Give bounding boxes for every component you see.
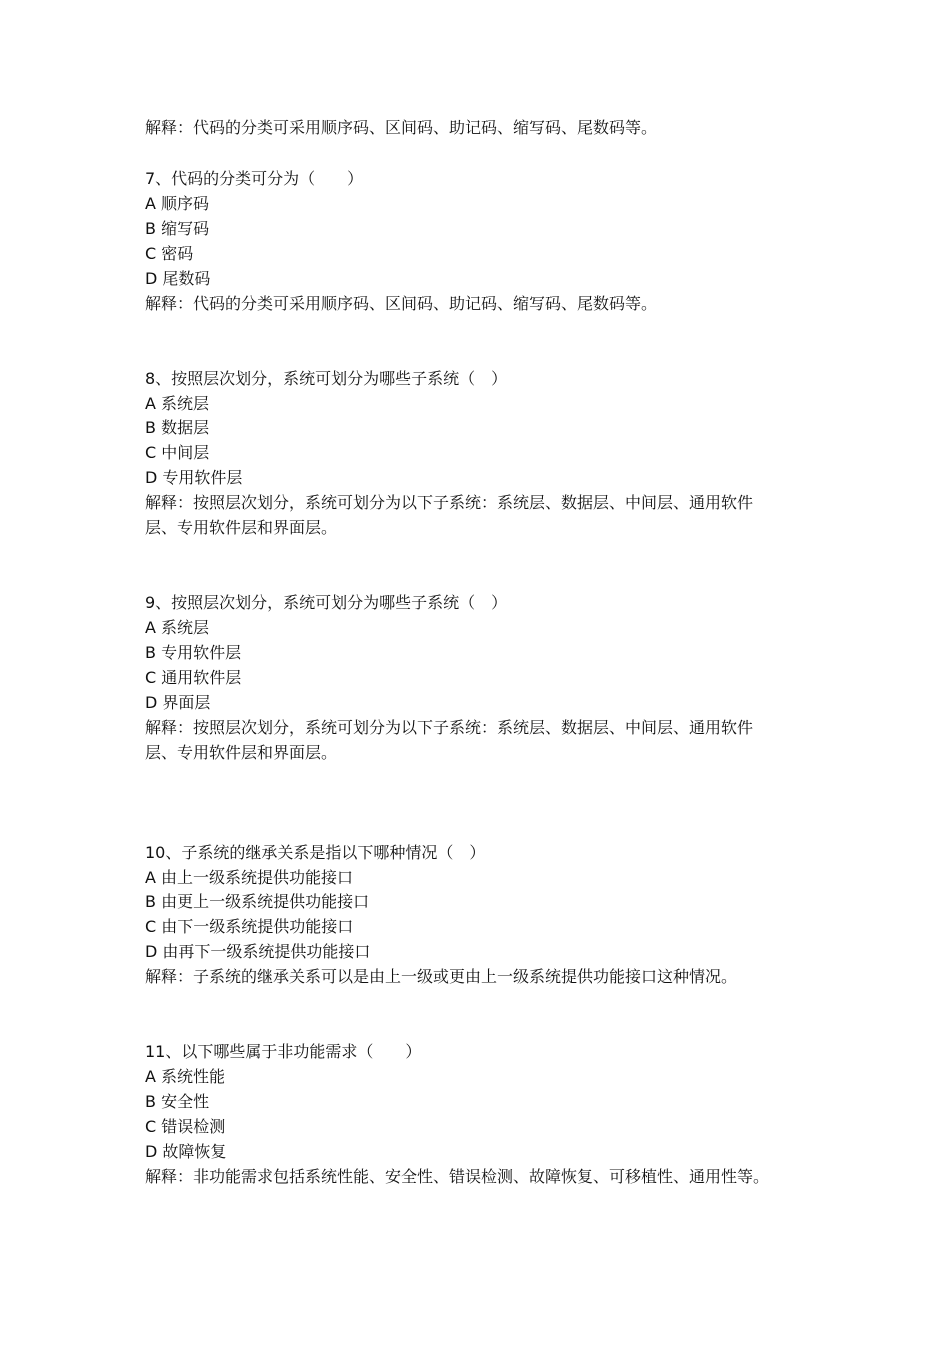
q7-option-d: D 尾数码 <box>145 269 211 288</box>
q9-option-c: C 通用软件层 <box>145 668 242 687</box>
q9-option-a: A 系统层 <box>145 618 210 637</box>
q10-option-d: D 由再下一级系统提供功能接口 <box>145 942 371 961</box>
q8-option-d: D 专用软件层 <box>145 468 243 487</box>
q11-option-d: D 故障恢复 <box>145 1142 227 1161</box>
question-10: 10、子系统的继承关系是指以下哪种情况（ ） <box>145 843 486 862</box>
question-7: 7、代码的分类可分为（ ） <box>145 169 364 188</box>
question-8: 8、按照层次划分，系统可划分为哪些子系统（ ） <box>145 369 508 388</box>
explanation-9-cont: 层、专用软件层和界面层。 <box>145 743 338 762</box>
explanation-8: 解释：按照层次划分，系统可划分为以下子系统：系统层、数据层、中间层、通用软件 <box>145 493 754 512</box>
explanation-7: 解释：代码的分类可采用顺序码、区间码、助记码、缩写码、尾数码等。 <box>145 294 658 313</box>
explanation-9: 解释：按照层次划分，系统可划分为以下子系统：系统层、数据层、中间层、通用软件 <box>145 718 754 737</box>
q10-option-c: C 由下一级系统提供功能接口 <box>145 917 354 936</box>
q10-option-b: B 由更上一级系统提供功能接口 <box>145 892 370 911</box>
q9-option-d: D 界面层 <box>145 693 211 712</box>
question-9: 9、按照层次划分，系统可划分为哪些子系统（ ） <box>145 593 508 612</box>
explanation-8-cont: 层、专用软件层和界面层。 <box>145 518 338 537</box>
explanation-11: 解释：非功能需求包括系统性能、安全性、错误检测、故障恢复、可移植性、通用性等。 <box>145 1167 770 1186</box>
q11-option-c: C 错误检测 <box>145 1117 226 1136</box>
explanation-10: 解释：子系统的继承关系可以是由上一级或更由上一级系统提供功能接口这种情况。 <box>145 967 738 986</box>
q8-option-c: C 中间层 <box>145 443 210 462</box>
explanation-6: 解释：代码的分类可采用顺序码、区间码、助记码、缩写码、尾数码等。 <box>145 118 658 137</box>
q9-option-b: B 专用软件层 <box>145 643 242 662</box>
q10-option-a: A 由上一级系统提供功能接口 <box>145 868 354 887</box>
q7-option-a: A 顺序码 <box>145 194 210 213</box>
q11-option-b: B 安全性 <box>145 1092 210 1111</box>
q8-option-b: B 数据层 <box>145 418 210 437</box>
q11-option-a: A 系统性能 <box>145 1067 226 1086</box>
question-11: 11、以下哪些属于非功能需求（ ） <box>145 1042 422 1061</box>
q8-option-a: A 系统层 <box>145 394 210 413</box>
q7-option-b: B 缩写码 <box>145 219 210 238</box>
q7-option-c: C 密码 <box>145 244 194 263</box>
